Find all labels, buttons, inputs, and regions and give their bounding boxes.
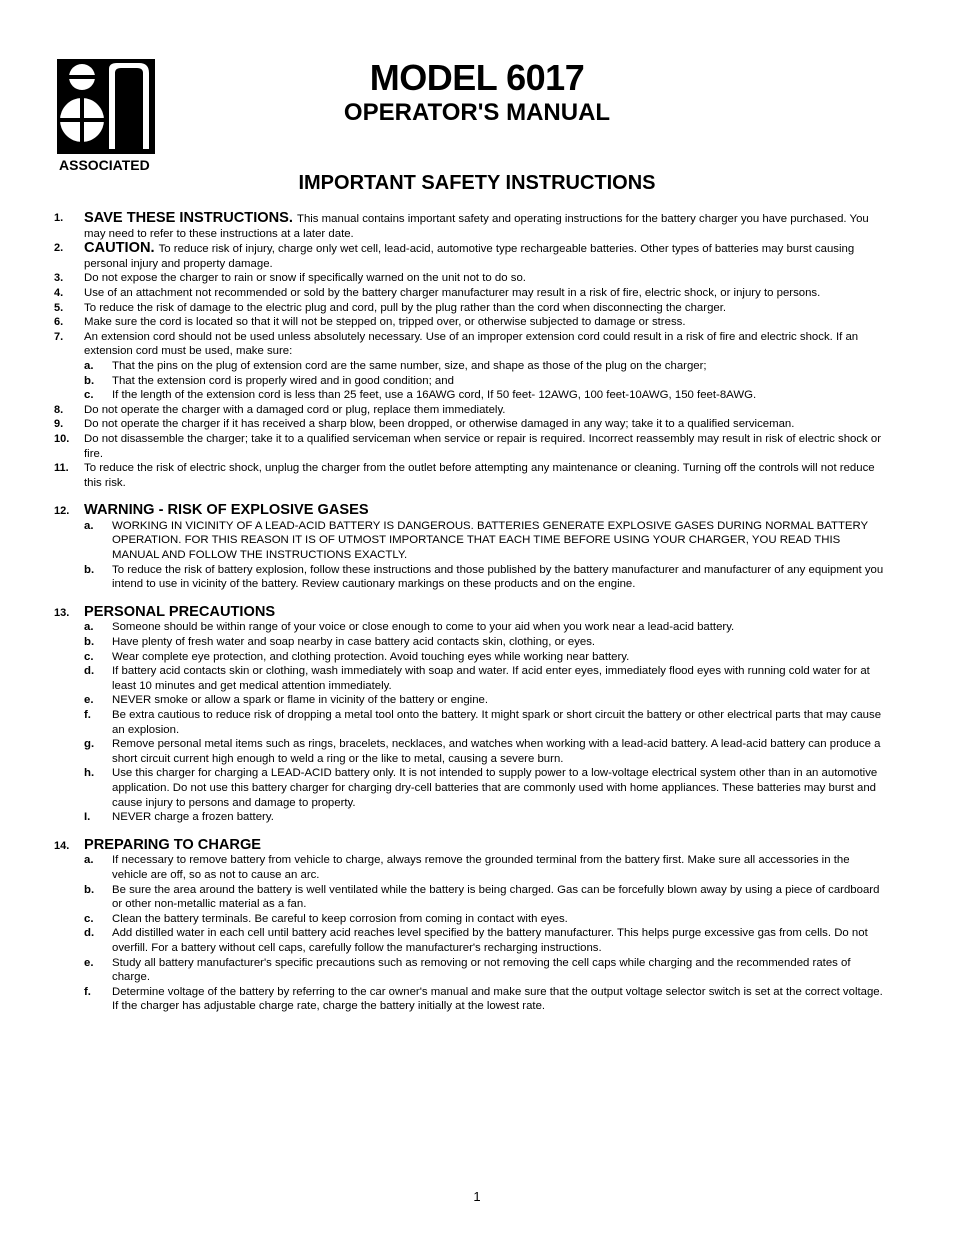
sub-item: [54, 620, 884, 635]
sub-text: Be extra cautious to reduce risk of dropping a metal tool onto the battery. It might spark or short circuit the battery or other electrical parts that may cause an explosion.: [112, 709, 882, 736]
item-number: 8.: [54, 403, 64, 416]
sub-letter: I.: [84, 811, 91, 824]
item-lead: CAUTION.: [84, 240, 159, 257]
item-text: Do not disassemble the charger; take it to a qualified serviceman when service or repair is required. Incorrect reassembly may result in risk of electric shock or fire.: [84, 432, 882, 460]
sub-item: [54, 956, 884, 985]
sub-text: If necessary to remove battery from vehicle to charge, always remove the grounded terminal from the battery first. Make sure all accessories in the vehicle are off, so as not to cause an arc.: [112, 854, 850, 881]
sub-text: Be sure the area around the battery is well ventilated while the battery is being charged. Gas can be forcefully blown away by using a piece of cardboard or other non-metallic material as a fan.: [112, 883, 880, 911]
sub-letter: a.: [84, 359, 94, 372]
item-text: This manual contains important safety and operating instructions for the battery charger you have purchased. You may need to refer to these instructions at a later date.: [84, 213, 869, 240]
list-item: [54, 211, 884, 241]
list-item: [54, 403, 884, 418]
document-subtitle: OPERATOR'S MANUAL: [343, 99, 611, 126]
sub-letter: f.: [84, 985, 91, 998]
sub-item: [54, 563, 884, 592]
sub-letter: a.: [84, 854, 94, 867]
sub-item: [54, 853, 884, 882]
list-item: [54, 315, 884, 330]
sub-letter: d.: [84, 927, 95, 940]
sub-item: [54, 359, 884, 374]
sub-letter: c.: [84, 650, 94, 663]
sub-letter: c.: [84, 389, 94, 402]
sub-item: [54, 374, 884, 389]
item-text: To reduce the risk of electric shock, unplug the charger from the outlet before attempting any maintenance or cleaning. Turning off the controls will not reduce this risk.: [84, 462, 875, 489]
sub-text: Someone should be within range of your voice or close enough to come to your aid when you work near a lead-acid battery.: [112, 621, 735, 634]
item-number: 2.: [54, 242, 64, 255]
item-text: Do not operate the charger with a damaged cord or plug, replace them immediately.: [84, 403, 506, 416]
document-title: MODEL 6017: [369, 57, 585, 98]
sub-text: If battery acid contacts skin or clothing, wash immediately with soap and water. If acid enter eyes, immediately flood eyes with running cold water for at least 10 minutes and get medical attention immediately.: [112, 665, 870, 692]
list-item: [54, 301, 884, 316]
item-number: 11.: [54, 462, 69, 475]
sub-letter: d.: [84, 665, 95, 678]
item-number: 10.: [54, 432, 70, 445]
sub-item: [54, 985, 884, 1014]
section-title: WARNING - RISK OF EXPLOSIVE GASES: [84, 502, 369, 519]
sub-item: [54, 519, 884, 563]
sub-letter: g.: [84, 738, 95, 751]
section-title: PERSONAL PRECAUTIONS: [84, 603, 276, 620]
sub-item: [54, 810, 884, 825]
sub-text: Have plenty of fresh water and soap nearby in case battery acid contacts skin, clothing, or eyes.: [112, 636, 596, 649]
list-item: [54, 286, 884, 301]
sub-text: Use this charger for charging a LEAD-ACID battery only. It is not intended to supply power to a low-voltage electrical system other than in an automotive application. Do not use this battery charger for charging dry-cell batteries that are commonly used with home appliances. These batteries may burst and cause injury to persons and damage to property.: [112, 767, 878, 809]
sub-letter: e.: [84, 956, 94, 969]
sub-item: [54, 693, 884, 708]
sub-text: Study all battery manufacturer's specific precautions such as removing or not removing the cell caps while charging and the recommended rates of charge.: [112, 956, 851, 984]
item-text: Make sure the cord is located so that it will not be stepped on, tripped over, or otherwise subjected to damage or stress.: [84, 316, 686, 329]
item-number: 7.: [54, 330, 64, 343]
sub-text: Determine voltage of the battery by referring to the car owner's manual and make sure that the output voltage selector switch is set at the correct voltage. If the charger has adjustable charge rate, charge the battery initially at the lowest rate.: [112, 985, 883, 1013]
sub-letter: a.: [84, 621, 94, 634]
sub-text: Remove personal metal items such as rings, bracelets, necklaces, and watches when working with a lead-acid battery. A lead-acid battery can produce a short circuit current high enough to weld a ring or the like to metal, causing a severe burn.: [112, 738, 881, 765]
list-item: [54, 330, 884, 359]
section-number: 12.: [54, 505, 70, 518]
sub-letter: f.: [84, 709, 91, 721]
item-number: 5.: [54, 301, 64, 314]
sub-letter: h.: [84, 767, 95, 780]
sub-item: [54, 708, 884, 737]
item-text: Use of an attachment not recommended or sold by the battery charger manufacturer may result in a risk of fire, electric shock, or injury to persons.: [84, 286, 821, 299]
sub-item: [54, 635, 884, 650]
logo-label: ASSOCIATED: [59, 157, 150, 173]
list-item: [54, 432, 884, 461]
item-text: Do not operate the charger if it has received a sharp blow, been dropped, or otherwise damaged in any way; take it to a qualified serviceman.: [84, 418, 795, 431]
sub-letter: b.: [84, 883, 95, 896]
section-number: 14.: [54, 839, 70, 852]
sub-text: If the length of the extension cord is less than 25 feet, use a 16AWG cord, If 50 feet- 12AWG, 100 feet-10AWG, 150 feet-8AWG.: [112, 389, 757, 402]
item-text: Do not expose the charger to rain or snow if specifically warned on the unit not to do so.: [84, 272, 526, 285]
sub-letter: b.: [84, 563, 95, 576]
sub-item: [54, 650, 884, 665]
item-text: To reduce the risk of damage to the electric plug and cord, pull by the plug rather than the cord when disconnecting the charger.: [84, 301, 727, 314]
list-item: [54, 241, 884, 271]
item-lead: SAVE THESE INSTRUCTIONS.: [84, 210, 297, 226]
sub-item: [54, 926, 884, 955]
sub-text: Add distilled water in each cell until battery acid reaches level specified by the battery manufacturer. This helps purge excessive gas from cells. Do not overfill. For a battery without cell caps, carefully follow the manufacturer's recharging instructions.: [112, 927, 868, 954]
section-title: PREPARING TO CHARGE: [84, 836, 262, 853]
sub-letter: b.: [84, 636, 95, 649]
section-number: 13.: [54, 606, 70, 619]
sub-text: To reduce the risk of battery explosion, follow these instructions and those published by the battery manufacturer and manufacturer of any equipment you intend to use in vicinity of the battery. Review cautionary markings on these products and on the engine.: [112, 563, 884, 591]
sub-item: [54, 388, 884, 403]
sub-item: [54, 883, 884, 912]
sub-item: [54, 664, 884, 693]
page-number: 1: [473, 1189, 481, 1204]
item-number: 9.: [54, 418, 64, 431]
list-item: [54, 461, 884, 490]
section-heading: IMPORTANT SAFETY INSTRUCTIONS: [298, 172, 656, 194]
sub-letter: a.: [84, 519, 94, 532]
sub-item: [54, 766, 884, 810]
sub-text: Wear complete eye protection, and clothing protection. Avoid touching eyes while working near battery.: [112, 650, 630, 663]
instructions-body: [54, 211, 884, 1014]
item-number: 3.: [54, 272, 64, 285]
section-preparing-to-charge: [54, 837, 884, 854]
section-personal-precautions: [54, 604, 884, 621]
sub-letter: b.: [84, 374, 95, 387]
item-text: To reduce risk of injury, charge only wet cell, lead-acid, automotive type rechargeable batteries. Other types of batteries may burst causing personal injury and property damage.: [84, 243, 855, 270]
sub-item: [54, 912, 884, 927]
sub-text: WORKING IN VICINITY OF A LEAD-ACID BATTERY IS DANGEROUS. BATTERIES GENERATE EXPLOSIVE GASES DURING NORMAL BATTERY OPERATION. FOR THIS REASON IT IS OF UTMOST IMPORTANCE THAT EACH TIME BEFORE USING YOUR CHARGER, YOU READ THIS MANUAL AND FOLLOW THE INSTRUCTIONS EXACTLY.: [112, 519, 868, 562]
list-item: [54, 271, 884, 286]
section-warning: [54, 502, 884, 519]
list-item: [54, 417, 884, 432]
sub-text: That the pins on the plug of extension cord are the same number, size, and shape as those of the plug on the charger;: [112, 359, 707, 372]
sub-item: [54, 737, 884, 766]
sub-letter: e.: [84, 694, 94, 707]
sub-text: NEVER charge a frozen battery.: [112, 811, 274, 824]
item-text: An extension cord should not be used unless absolutely necessary. Use of an improper extension cord could result in a risk of fire and electric shock. If an extension cord must be used, make sure:: [84, 330, 859, 358]
sub-text: That the extension cord is properly wired and in good condition; and: [112, 374, 454, 387]
sub-letter: c.: [84, 912, 94, 925]
item-number: 6.: [54, 316, 64, 329]
item-number: 4.: [54, 286, 64, 299]
item-number: 1.: [54, 212, 64, 224]
sub-text: Clean the battery terminals. Be careful to keep corrosion from coming in contact with eyes.: [112, 912, 568, 925]
sub-text: NEVER smoke or allow a spark or flame in vicinity of the battery or engine.: [112, 694, 489, 707]
